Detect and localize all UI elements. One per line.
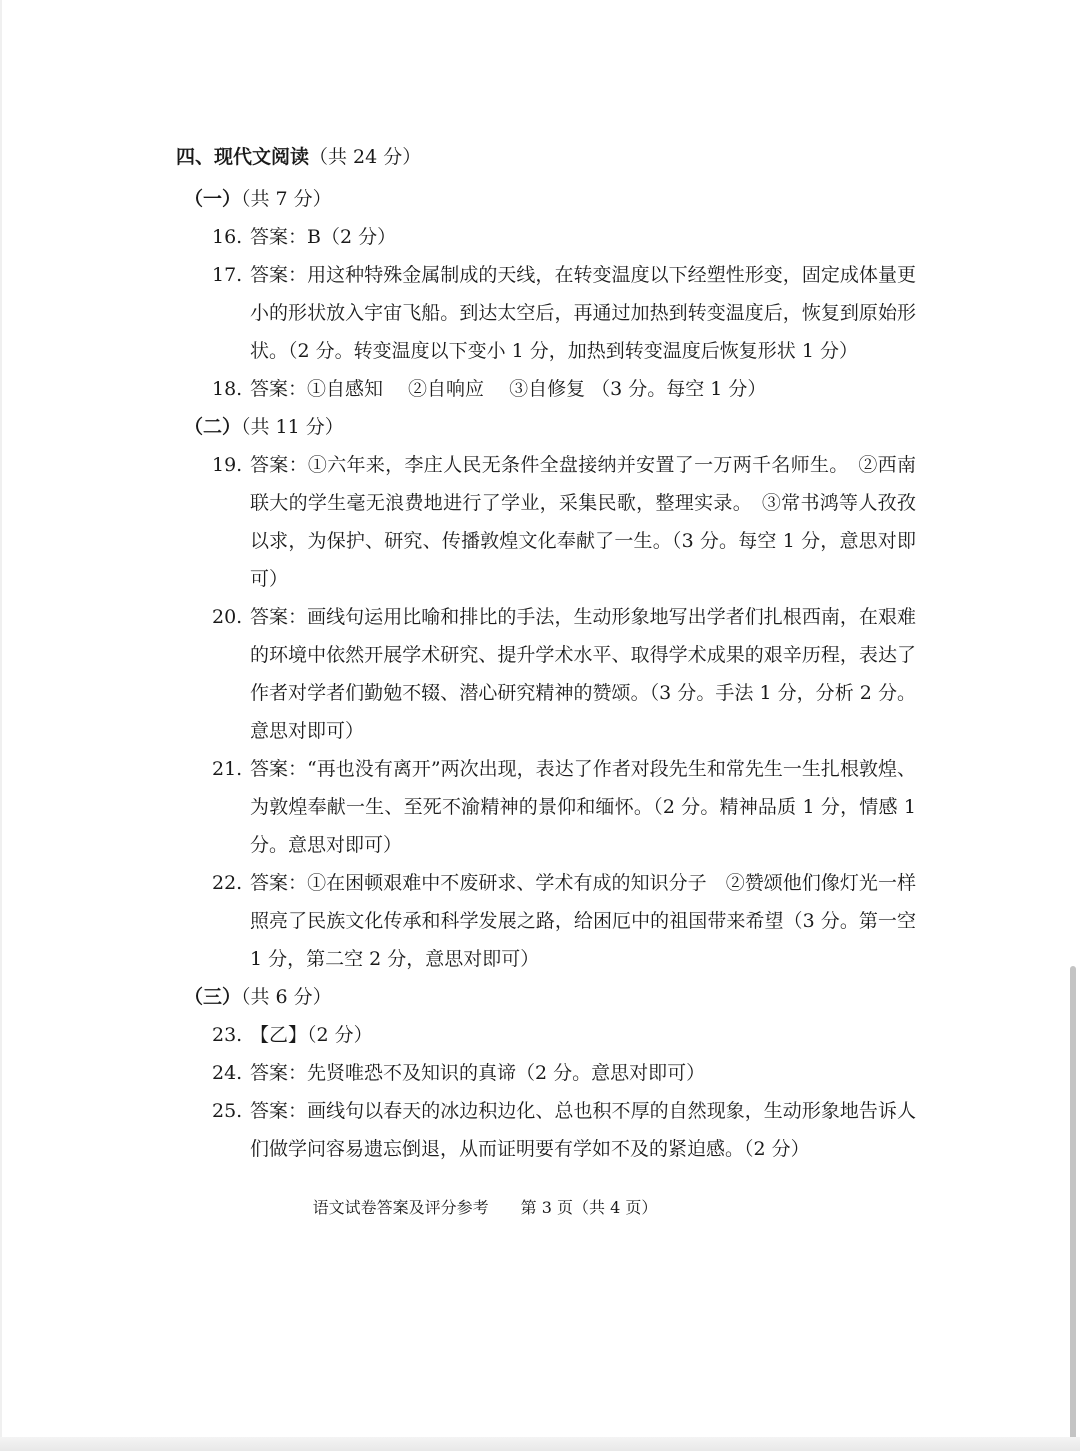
part-label: （二） [184,416,242,438]
question-number: 18. [212,378,243,400]
part-heading [184,408,916,446]
answer-item [176,218,916,256]
answer-item [176,1054,916,1092]
answer-text: 答案：①自感知 ②自响应 ③自修复 （3 分。每空 1 分） [250,378,767,400]
part-score: （共 11 分） [241,416,344,438]
answer-text: 答案：先贤唯恐不及知识的真谛（2 分。意思对即可） [250,1062,706,1084]
answer-text: 答案：画线句运用比喻和排比的手法，生动形象地写出学者们扎根西南，在艰难的环境中依然开展学术研究、提升学术水平、取得学术成果的艰辛历程，表达了作者对学者们勤勉不辍、潜心研究精神的赞颂。（3 分。手法 1 分，分析 2 分。意思对即可） [250,606,916,742]
answer-text: 【乙】（2 分） [250,1024,373,1046]
page-number: 第 3 页（共 4 页） [520,1198,658,1217]
answer-item [176,256,916,370]
question-number: 21. [212,758,243,780]
question-number: 19. [212,454,243,476]
question-number: 23. [212,1024,243,1046]
answer-text: 答案：B（2 分） [250,226,397,248]
question-number: 20. [212,606,243,628]
section-score: （共 24 分） [309,146,422,168]
answer-item [176,750,916,864]
part-heading [184,180,916,218]
answer-item [176,446,916,598]
answer-text: 答案：“再也没有离开”两次出现，表达了作者对段先生和常先生一生扎根敦煌、为敦煌奉献一生、至死不渝精神的景仰和缅怀。（2 分。精神品质 1 分，情感 1 分。意思对即可） [250,758,916,856]
answer-text: 答案：①六年来，李庄人民无条件全盘接纳并安置了一万两千名师生。 ②西南联大的学生毫无浪费地进行了学业，采集民歌，整理实录。 ③常书鸿等人孜孜以求，为保护、研究、传播敦煌文化奉献了一生。（3 分。每空 1 分，意思对即可） [250,454,916,590]
answer-text: 答案：用这种特殊金属制成的天线，在转变温度以下经塑性形变，固定成体量更小的形状放入宇宙飞船。到达太空后，再通过加热到转变温度后，恢复到原始形状。（2 分。转变温度以下变小 1 分，加热到转变温度后恢复形状 1 分） [250,264,916,362]
question-number: 16. [212,226,243,248]
answer-text: 答案：①在困顿艰难中不废研求、学术有成的知识分子 ②赞颂他们像灯光一样照亮了民族文化传承和科学发展之路，给困厄中的祖国带来希望（3 分。第一空 1 分，第二空 2 分，意思对即可） [250,872,916,970]
section-heading [176,138,916,176]
part-heading [184,978,916,1016]
question-number: 22. [212,872,243,894]
part-score: （共 7 分） [241,188,332,210]
question-number: 25. [212,1100,243,1122]
answer-item [176,1016,916,1054]
answer-text: 答案：画线句以春天的冰边积边化、总也积不厚的自然现象，生动形象地告诉人们做学问容易遗忘倒退，从而证明要有学如不及的紧迫感。（2 分） [250,1100,916,1160]
question-number: 17. [212,264,243,286]
answer-item [176,598,916,750]
answer-content [176,138,916,1168]
page-edge [0,0,2,1451]
footer-title: 语文试卷答案及评分参考 [312,1198,489,1217]
page-footer [0,1193,970,1223]
part-score: （共 6 分） [241,986,332,1008]
answer-item [176,1092,916,1168]
answer-item [176,864,916,978]
part-label: （一） [184,188,242,210]
scrollbar[interactable] [1066,0,1080,1451]
scrollbar-thumb[interactable] [1070,966,1076,1442]
page-bottom-edge [0,1437,1080,1451]
section-title: 四、现代文阅读 [176,146,310,168]
question-number: 24. [212,1062,243,1084]
part-label: （三） [184,986,242,1008]
answer-item [176,370,916,408]
